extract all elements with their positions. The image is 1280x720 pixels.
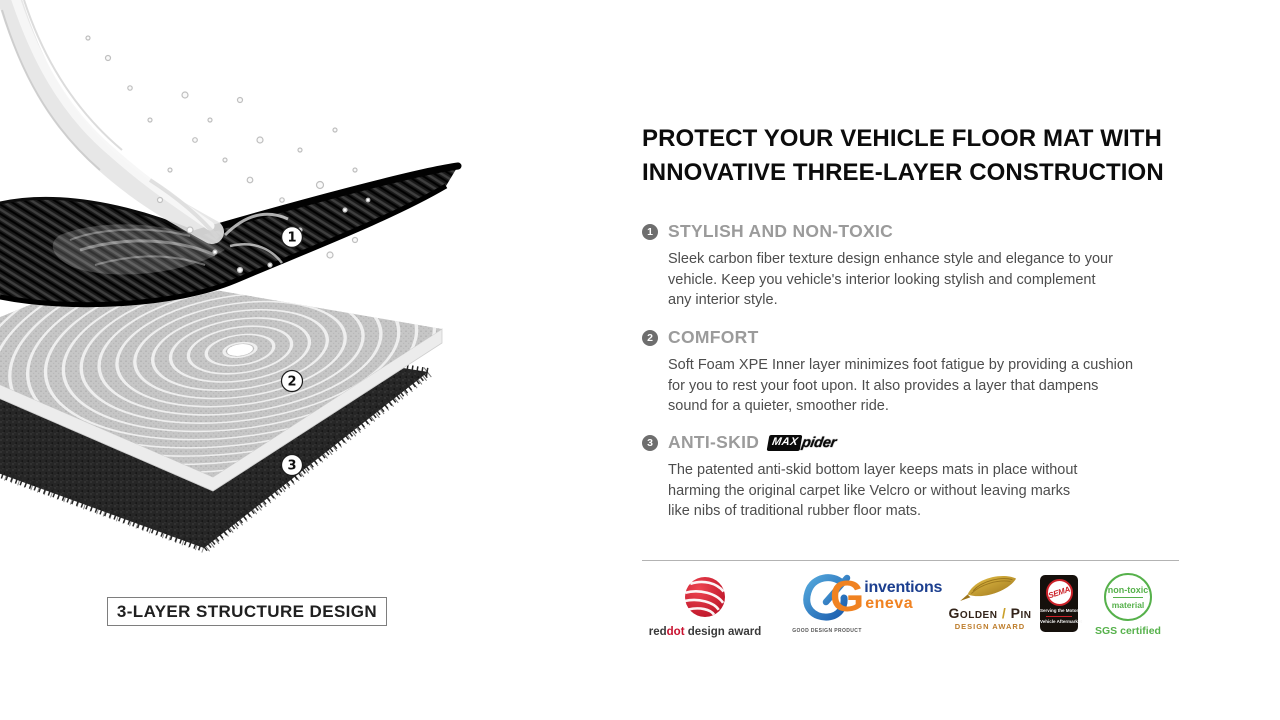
badge-layer-1 [282,227,303,248]
section-1-body [668,249,1182,311]
section-3-body [668,460,1182,522]
badge-layer-3 [282,455,303,476]
body-line: sound for a quieter, smoother ride. [668,398,889,414]
golden-pin-word1: Golden [948,605,998,621]
maxpider-logo-pider: pider [800,434,838,451]
sema-sub1: Serving the Motor [1040,608,1079,613]
body-line: for you to rest your foot upon. It also provides a layer that dampens [668,377,1099,394]
body-line: Sleek carbon fiber texture design enhance style and elegance to your [668,251,1113,267]
non-toxic-seal-icon [1104,573,1152,621]
award-golden-pin [935,573,1045,631]
body-line: any interior style. [668,292,778,308]
body-line: vehicle. Keep you vehicle's interior looking stylish and complement [668,271,1096,288]
section-1-title-text: STYLISH AND NON-TOXIC [668,221,894,241]
non-toxic-sub: SGS certified [1095,625,1161,637]
section-1-title [668,221,1182,242]
inventions-line1: inventions [864,579,943,596]
inventions-line2: eneva [865,595,914,612]
section-stylish [642,221,1182,311]
section-2-title [668,327,1182,348]
golden-pin-word2: Pin [1010,605,1032,621]
non-toxic-divider [1113,597,1143,598]
golden-pin-title [935,606,1045,620]
golden-pin-icon [958,573,1022,601]
reddot-caption [645,626,765,638]
badge-1-number: 1 [287,230,297,246]
section-3-title [668,432,1182,453]
award-non-toxic [1078,573,1178,637]
sema-seal-icon [1046,579,1073,606]
reddot-word-dot: dot [666,626,685,638]
page-title-line-1: PROTECT YOUR VEHICLE FLOOR MAT WITH [642,125,1162,152]
page-title-line-2: INNOVATIVE THREE-LAYER CONSTRUCTION [642,159,1164,186]
section-2-title-text: COMFORT [668,327,759,347]
reddot-word-rest: design award [684,626,762,638]
inventions-text [864,580,942,617]
sema-divider [1046,616,1072,617]
golden-pin-sub: DESIGN AWARD [954,622,1026,631]
awards-divider [642,560,1179,561]
mat-layers-graphic [0,0,480,580]
body-line: harming the original carpet like Velcro or without leaving marks [668,482,1071,499]
award-inventions-geneva [830,572,950,621]
section-2-number-badge: 2 [642,330,658,346]
inventions-g-letter: G [830,572,863,621]
reddot-word-red: red [648,626,667,638]
sema-name: SEMA [1046,584,1072,601]
badge-layer-2 [282,371,303,392]
awards-row [630,565,1210,675]
section-1-number-badge: 1 [642,224,658,240]
section-3-number-badge: 3 [642,435,658,451]
good-design-caption: GOOD DESIGN PRODUCT [792,628,862,634]
section-anti-skid [642,432,1182,522]
badge-2-number: 2 [287,374,297,390]
illustration-caption: 3-LAYER STRUCTURE DESIGN [107,597,387,626]
maxpider-logo-max: MAX [767,435,803,451]
section-3-title-text: ANTI-SKID [668,432,760,452]
maxpider-logo [767,435,838,451]
body-line: The patented anti-skid bottom layer keeps mats in place without [668,462,1078,478]
feature-copy [642,122,1182,519]
non-toxic-line1: non-toxic [1107,584,1149,595]
badge-3-number: 3 [287,458,297,474]
body-line: Soft Foam XPE Inner layer minimizes foot fatigue by providing a cushion [668,357,1134,373]
section-comfort [642,327,1182,417]
reddot-sphere-icon [683,575,727,619]
three-layer-mat-illustration [0,0,480,660]
body-line: like nibs of traditional rubber floor mats. [668,503,922,519]
golden-pin-slash: / [1001,605,1007,621]
award-sema-badge [1040,575,1082,632]
section-2-body [668,355,1182,417]
award-reddot [645,575,765,638]
non-toxic-line2: material [1111,599,1145,610]
sema-sub2: Vehicle Aftermarket [1040,619,1082,624]
